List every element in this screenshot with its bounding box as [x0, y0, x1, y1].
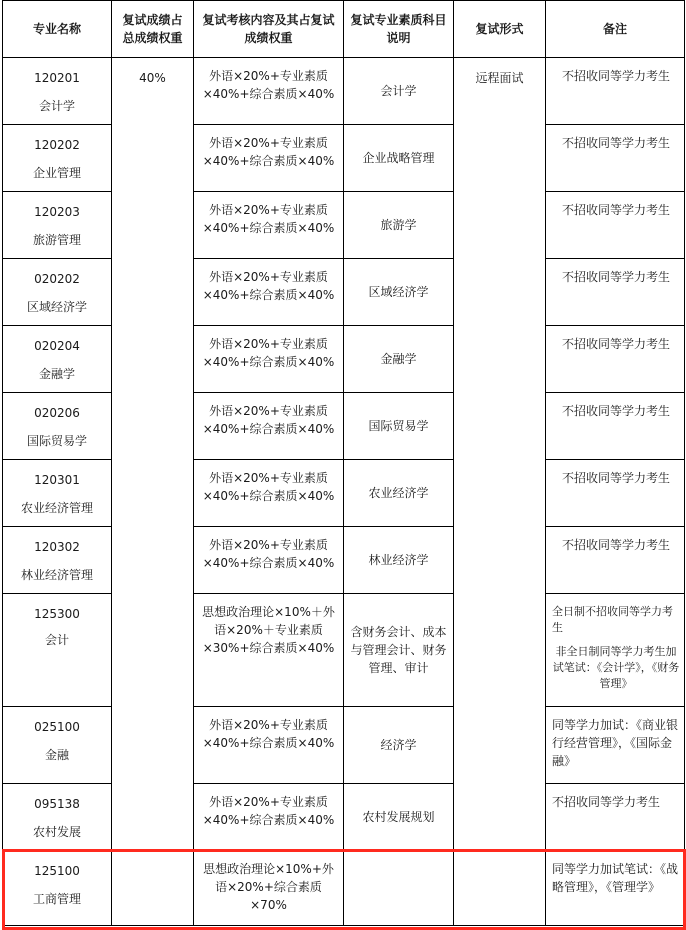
table-row	[3, 460, 685, 527]
note-line: 全日制不招收同等学力考生	[552, 605, 673, 634]
major-code: 120203	[34, 205, 80, 219]
content-cell: 外语×20%+专业素质×40%+综合素质×40%	[194, 460, 344, 527]
subject-cell: 金融学	[344, 326, 454, 393]
note-cell	[546, 594, 685, 707]
table-row	[3, 393, 685, 460]
major-cell	[3, 784, 112, 851]
major-cell	[3, 707, 112, 784]
content-cell: 思想政治理论×10%+外语×20%+综合素质×70%	[194, 851, 344, 926]
note-line: 非全日制同等学力考生加试笔试：《会计学》，《财务管理》	[552, 645, 680, 690]
content-cell: 思想政治理论×10%＋外语×20%＋专业素质×30%+综合素质×40%	[194, 594, 344, 707]
major-cell	[3, 594, 112, 707]
note-cell: 不招收同等学力考生	[546, 192, 685, 259]
note-line: 同等学力加试：《商业银行经营管理》，《国际金融》	[552, 718, 679, 768]
content-cell: 外语×20%+专业素质×40%+综合素质×40%	[194, 707, 344, 784]
header-note: 备注	[546, 1, 685, 58]
subject-cell: 国际贸易学	[344, 393, 454, 460]
subject-cell: 含财务会计、成本与管理会计、财务管理、审计	[344, 594, 454, 707]
major-cell	[3, 125, 112, 192]
table-row	[3, 259, 685, 326]
header-subject: 复试专业素质科目说明	[344, 1, 454, 58]
weight-cell-empty	[112, 851, 194, 926]
subject-cell: 经济学	[344, 707, 454, 784]
major-code: 020204	[34, 339, 80, 353]
header-row	[3, 1, 685, 58]
major-name: 会计	[44, 633, 69, 647]
header-weight: 复试成绩占总成绩权重	[112, 1, 194, 58]
content-cell: 外语×20%+专业素质×40%+综合素质×40%	[194, 527, 344, 594]
major-name: 国际贸易学	[26, 434, 87, 448]
major-name: 区域经济学	[26, 300, 87, 314]
content-cell: 外语×20%+专业素质×40%+综合素质×40%	[194, 58, 344, 125]
format-cell: 远程面试	[454, 58, 546, 851]
table-row	[3, 527, 685, 594]
subject-cell	[344, 851, 454, 926]
table-row	[3, 326, 685, 393]
content-cell: 外语×20%+专业素质×40%+综合素质×40%	[194, 125, 344, 192]
weight-cell: 40%	[112, 58, 194, 851]
major-code: 020206	[34, 406, 80, 420]
subject-cell: 农村发展规划	[344, 784, 454, 851]
major-code: 125100	[34, 864, 80, 878]
major-cell	[3, 326, 112, 393]
major-name: 旅游管理	[32, 233, 81, 247]
content-cell: 外语×20%+专业素质×40%+综合素质×40%	[194, 784, 344, 851]
note-cell	[546, 784, 685, 851]
note-cell: 不招收同等学力考生	[546, 58, 685, 125]
header-major: 专业名称	[3, 1, 112, 58]
major-name: 农业经济管理	[20, 501, 93, 515]
major-cell	[3, 393, 112, 460]
note-line: 同等学力加试笔试：《战略管理》，《管理学》	[552, 862, 679, 894]
major-code: 120301	[34, 473, 80, 487]
subject-cell: 农业经济学	[344, 460, 454, 527]
note-cell: 不招收同等学力考生	[546, 125, 685, 192]
major-name: 农村发展	[32, 825, 81, 839]
table-row	[3, 125, 685, 192]
major-name: 金融学	[38, 367, 75, 381]
table-row	[3, 784, 685, 851]
format-cell-empty	[454, 851, 546, 926]
admission-table	[2, 0, 685, 926]
major-cell	[3, 58, 112, 125]
note-cell: 不招收同等学力考生	[546, 259, 685, 326]
major-cell	[3, 192, 112, 259]
major-code: 025100	[34, 720, 80, 734]
table-row	[3, 58, 685, 125]
major-code: 120302	[34, 540, 80, 554]
note-line: 不招收同等学力考生	[552, 795, 661, 809]
major-cell	[3, 851, 112, 926]
note-cell	[546, 851, 685, 926]
major-cell	[3, 527, 112, 594]
major-name: 金融	[44, 748, 69, 762]
subject-cell: 区域经济学	[344, 259, 454, 326]
major-name: 会计学	[38, 99, 75, 113]
subject-cell: 旅游学	[344, 192, 454, 259]
major-name: 企业管理	[32, 166, 81, 180]
content-cell: 外语×20%+专业素质×40%+综合素质×40%	[194, 326, 344, 393]
subject-cell: 林业经济学	[344, 527, 454, 594]
subject-cell: 会计学	[344, 58, 454, 125]
header-content: 复试考核内容及其占复试成绩权重	[194, 1, 344, 58]
note-cell: 不招收同等学力考生	[546, 393, 685, 460]
note-cell: 不招收同等学力考生	[546, 527, 685, 594]
major-code: 120202	[34, 138, 80, 152]
header-format: 复试形式	[454, 1, 546, 58]
note-cell	[546, 707, 685, 784]
major-cell	[3, 259, 112, 326]
table-row	[3, 192, 685, 259]
major-name: 工商管理	[32, 892, 81, 906]
major-code: 095138	[34, 797, 80, 811]
content-cell: 外语×20%+专业素质×40%+综合素质×40%	[194, 259, 344, 326]
major-code: 020202	[34, 272, 80, 286]
major-name: 林业经济管理	[20, 568, 93, 582]
table-row	[3, 594, 685, 707]
note-cell: 不招收同等学力考生	[546, 460, 685, 527]
subject-cell: 企业战略管理	[344, 125, 454, 192]
major-code: 120201	[34, 71, 80, 85]
major-cell	[3, 460, 112, 527]
table-row	[3, 707, 685, 784]
major-code: 125300	[34, 607, 80, 621]
note-cell: 不招收同等学力考生	[546, 326, 685, 393]
content-cell: 外语×20%+专业素质×40%+综合素质×40%	[194, 393, 344, 460]
content-cell: 外语×20%+专业素质×40%+综合素质×40%	[194, 192, 344, 259]
table-row-highlighted	[3, 851, 685, 926]
